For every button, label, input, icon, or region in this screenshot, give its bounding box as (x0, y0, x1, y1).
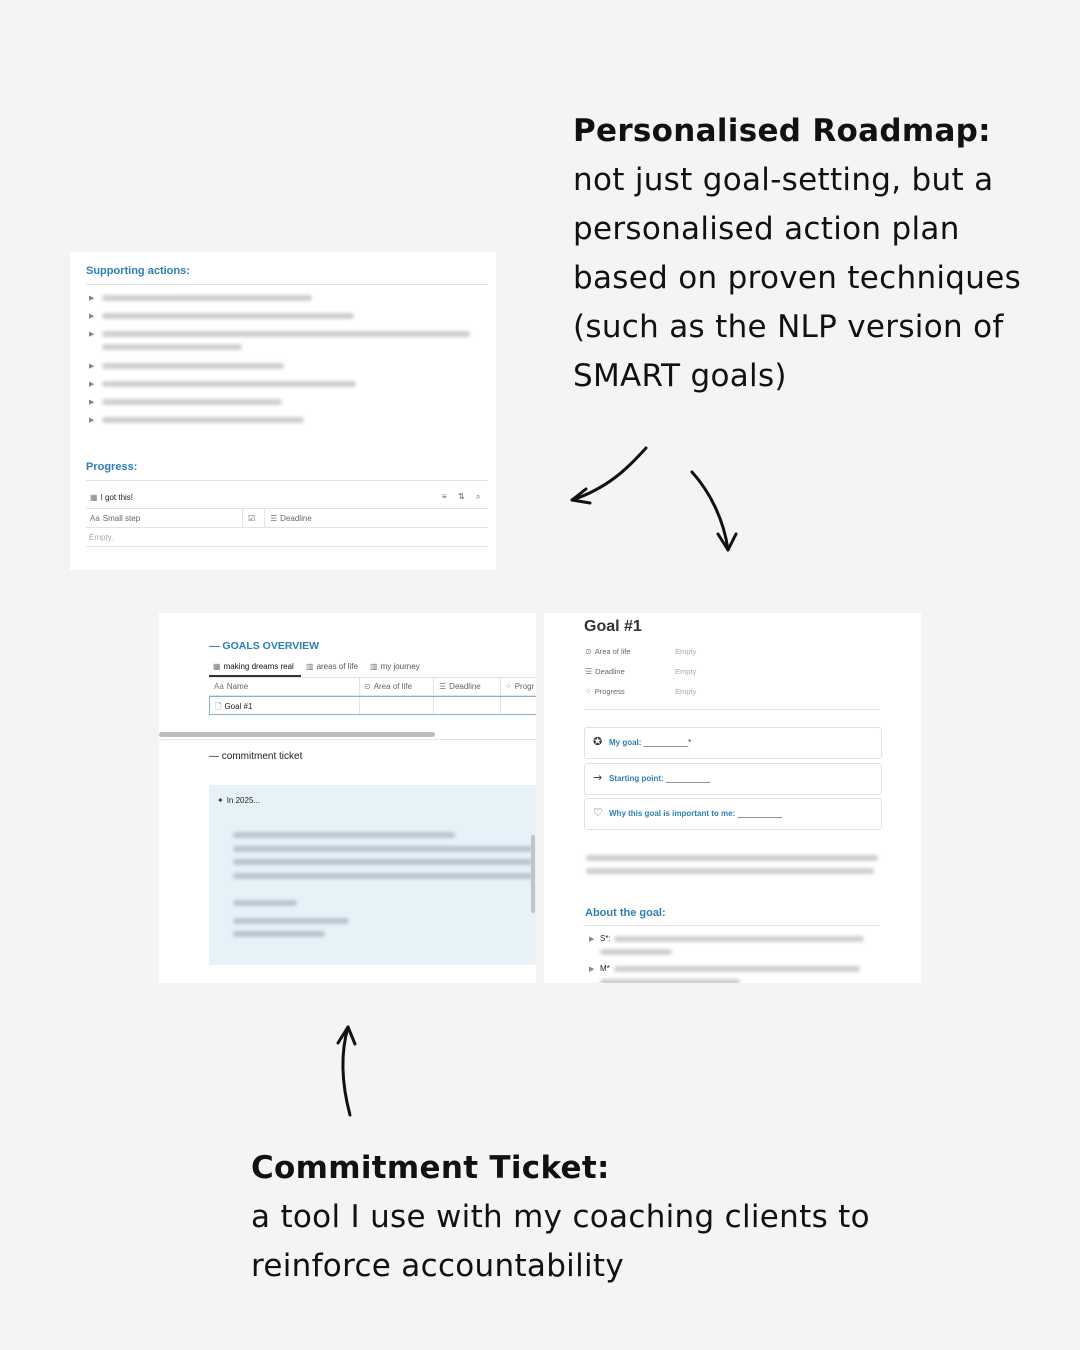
commitment-ticket-title: — commitment ticket (209, 751, 303, 762)
about-item-text (614, 966, 860, 972)
toggle-icon[interactable]: ▶ (89, 362, 95, 370)
property-progress[interactable]: ⁘ Progress (585, 687, 625, 696)
magic-wand-icon: ✦ (217, 796, 224, 805)
goals-overview-title: — GOALS OVERVIEW (209, 640, 320, 652)
note-line (586, 855, 878, 861)
goals-overview-panel (159, 613, 536, 983)
list-property-icon: ☰ (585, 667, 593, 676)
tab-making-dreams-real[interactable]: ▦ making dreams real (213, 662, 294, 671)
divider (159, 739, 536, 740)
search-icon[interactable]: ⌕ (476, 492, 481, 501)
divider (86, 284, 488, 285)
tab-areas-of-life[interactable]: ▥ areas of life (306, 662, 358, 671)
toggle-item[interactable] (102, 417, 304, 423)
starting-point-callout[interactable]: → Starting point: __________ (584, 763, 882, 795)
ticket-line (233, 900, 297, 906)
table-icon: ▦ (213, 662, 221, 671)
supporting-actions-panel (70, 252, 496, 570)
note-line (586, 868, 874, 874)
ticket-line (233, 859, 533, 865)
progress-icon: ⁘ (585, 687, 592, 696)
toggle-icon[interactable]: ▶ (589, 965, 595, 973)
property-area-of-life[interactable]: ⊙ Area of life (585, 647, 631, 656)
toggle-item[interactable] (102, 313, 354, 319)
ticket-line (233, 873, 533, 879)
board-icon: ▥ (306, 662, 314, 671)
column-small-step[interactable]: Aa Small step (90, 514, 141, 523)
arrow-down-icon (680, 460, 760, 560)
toggle-item[interactable] (102, 381, 356, 387)
arrow-right-icon: → (593, 771, 603, 784)
roadmap-caption (573, 107, 1053, 401)
column-name[interactable]: Aa Name (214, 682, 249, 691)
why-important-callout[interactable]: ♡ Why this goal is important to me: __________ (584, 798, 882, 830)
divider (86, 480, 488, 481)
column-divider (264, 509, 265, 527)
sort-icon[interactable]: ⇅ (458, 492, 465, 501)
roadmap-caption-title: Personalised Roadmap: (573, 113, 991, 149)
page-icon: 🗋 (215, 702, 222, 711)
filter-icon[interactable]: ≡ (442, 492, 447, 501)
divider (86, 527, 488, 528)
ticket-line (233, 832, 455, 838)
property-deadline[interactable]: ☰ Deadline (585, 667, 625, 676)
toggle-icon[interactable]: ▶ (89, 330, 95, 338)
ticket-caption (251, 1144, 891, 1291)
property-value[interactable]: Empty (675, 687, 697, 696)
about-item-s[interactable]: S*: (600, 934, 611, 943)
toggle-item[interactable] (102, 295, 312, 301)
list-property-icon: ☰ (270, 514, 278, 523)
ticket-line (233, 846, 533, 852)
ticket-caption-title: Commitment Ticket: (251, 1150, 610, 1186)
toggle-item[interactable] (102, 331, 470, 337)
board-icon: ▥ (370, 662, 378, 671)
row-name-cell[interactable]: 🗋 Goal #1 (215, 701, 252, 715)
commitment-ticket-callout[interactable] (209, 785, 536, 965)
divider (86, 546, 488, 547)
my-goal-callout[interactable]: ✪ My goal: __________* (584, 727, 882, 759)
column-area-of-life[interactable]: ⊙ Area of life (364, 682, 412, 691)
column-progress[interactable]: ⁘ Progr (505, 682, 535, 691)
ticket-line (233, 918, 349, 924)
toggle-icon[interactable]: ▶ (589, 935, 595, 943)
checkbox-property-icon[interactable]: ☑ (248, 514, 256, 523)
divider (86, 508, 488, 509)
divider (584, 925, 880, 926)
about-item-text (614, 936, 864, 942)
toggle-item-continued (102, 344, 242, 350)
roadmap-caption-body: not just goal-setting, but a personalised action plan based on proven techniques (such as the NLP version of SMART goals) (573, 162, 1022, 394)
ticket-line (233, 931, 325, 937)
column-deadline[interactable]: ☰ Deadline (439, 682, 481, 691)
arrow-left-icon (560, 440, 660, 520)
table-icon: ▦ (90, 493, 98, 502)
about-item-m[interactable]: M* (600, 964, 610, 973)
column-divider (242, 509, 243, 527)
about-item-text (600, 979, 740, 983)
about-item-text (600, 949, 672, 955)
target-icon: ✪ (593, 735, 603, 748)
goal-page-title: Goal #1 (584, 618, 642, 635)
progress-title: Progress: (86, 461, 138, 473)
supporting-actions-title: Supporting actions: (86, 265, 190, 277)
progress-icon: ⁘ (505, 682, 512, 691)
toggle-icon[interactable]: ▶ (89, 312, 95, 320)
toggle-icon[interactable]: ▶ (89, 416, 95, 424)
heart-icon: ♡ (593, 806, 603, 819)
select-property-icon: ⊙ (585, 647, 592, 656)
column-deadline[interactable]: ☰ Deadline (270, 514, 312, 523)
table-row[interactable] (209, 696, 536, 715)
vertical-scrollbar[interactable] (531, 835, 535, 913)
text-property-icon: Aa (214, 682, 224, 691)
select-property-icon: ⊙ (364, 682, 371, 691)
ticket-caption-body: a tool I use with my coaching clients to reinforce accountability (251, 1199, 870, 1284)
toggle-icon[interactable]: ▶ (89, 380, 95, 388)
text-property-icon: Aa (90, 514, 100, 523)
toggle-icon[interactable]: ▶ (89, 398, 95, 406)
ticket-intro: ✦ In 2025... (217, 796, 261, 805)
about-the-goal-title: About the goal: (585, 907, 666, 919)
arrow-up-icon (320, 1015, 380, 1125)
database-title[interactable]: ▦ I got this! (90, 493, 134, 502)
horizontal-scrollbar[interactable] (159, 732, 435, 737)
divider (584, 709, 880, 710)
toggle-item[interactable] (102, 363, 284, 369)
goal-page-panel (544, 613, 921, 983)
empty-state: Empty. (89, 533, 114, 542)
tab-my-journey[interactable]: ▥ my journey (370, 662, 420, 671)
property-value[interactable]: Empty (675, 647, 697, 656)
list-property-icon: ☰ (439, 682, 447, 691)
divider (209, 677, 536, 678)
toggle-item[interactable] (102, 399, 282, 405)
toggle-icon[interactable]: ▶ (89, 294, 95, 302)
property-value[interactable]: Empty (675, 667, 697, 676)
